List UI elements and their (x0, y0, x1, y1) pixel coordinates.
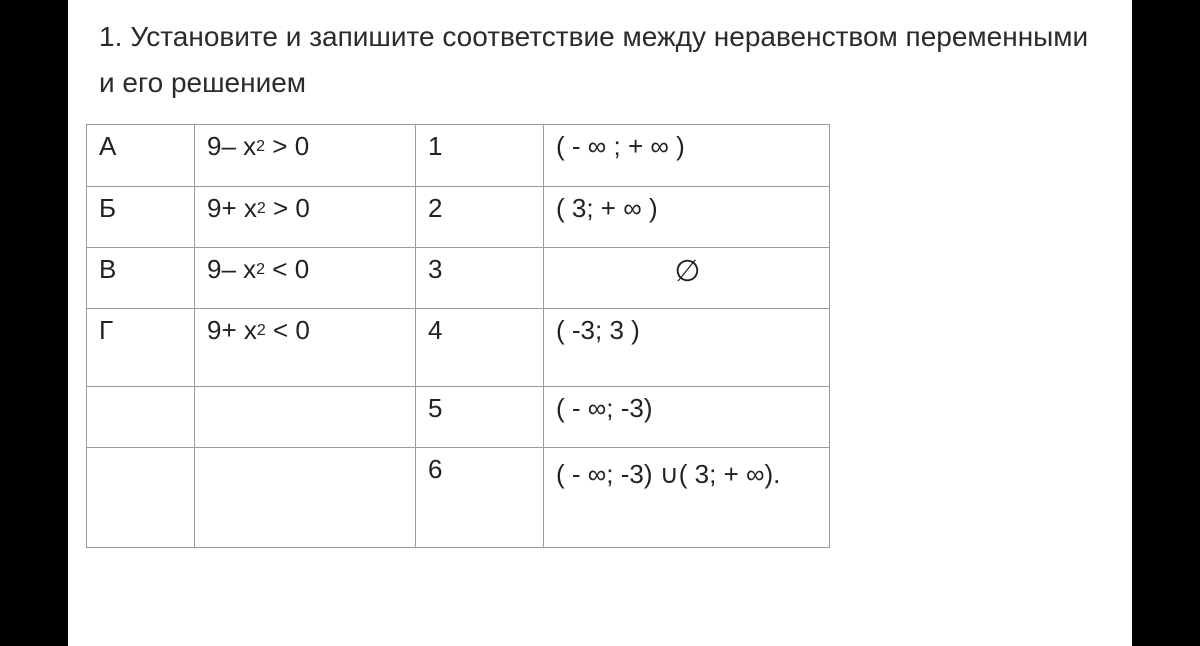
solution-number: 3 (416, 248, 544, 309)
solution-number: 2 (416, 187, 544, 248)
solution-number: 5 (416, 387, 544, 448)
empty-set-symbol: ∅ (544, 248, 830, 309)
inequality (195, 387, 416, 448)
solution-interval: ( -3; 3 ) (544, 309, 830, 387)
table-row (87, 125, 830, 187)
solution-interval: ( 3; + ∞ ) (544, 187, 830, 248)
row-letter: Г (87, 309, 195, 387)
inequality: $9+ x^2 > 0$ (195, 187, 416, 248)
matching-table (86, 124, 830, 548)
inequality: 9– $x^2 > 0$ (195, 125, 416, 187)
row-letter: В (87, 248, 195, 309)
solution-interval: ( - ∞; -3) ∪( 3; + ∞). (544, 448, 830, 548)
row-letter (87, 387, 195, 448)
inequality: $9+ x^2 < 0$ (195, 309, 416, 387)
table-row (87, 448, 830, 548)
task-number: 1. (99, 21, 123, 52)
solution-number: 4 (416, 309, 544, 387)
row-letter: Б (87, 187, 195, 248)
inequality: 9– $x^2 < 0$ (195, 248, 416, 309)
task-text: Установите и запишите соответствие между неравенством переменными и его решением (99, 21, 1089, 98)
table-row (87, 248, 830, 309)
solution-number: 6 (416, 448, 544, 548)
solution-interval: ( - ∞ ; + ∞ ) (544, 125, 830, 187)
inequality (195, 448, 416, 548)
worksheet-page (68, 0, 1132, 646)
table-row (87, 187, 830, 248)
solution-interval: ( - ∞; -3) (544, 387, 830, 448)
row-letter (87, 448, 195, 548)
task-statement (99, 14, 1099, 106)
solution-number: 1 (416, 125, 544, 187)
row-letter: А (87, 125, 195, 187)
table-row (87, 387, 830, 448)
table-row (87, 309, 830, 387)
